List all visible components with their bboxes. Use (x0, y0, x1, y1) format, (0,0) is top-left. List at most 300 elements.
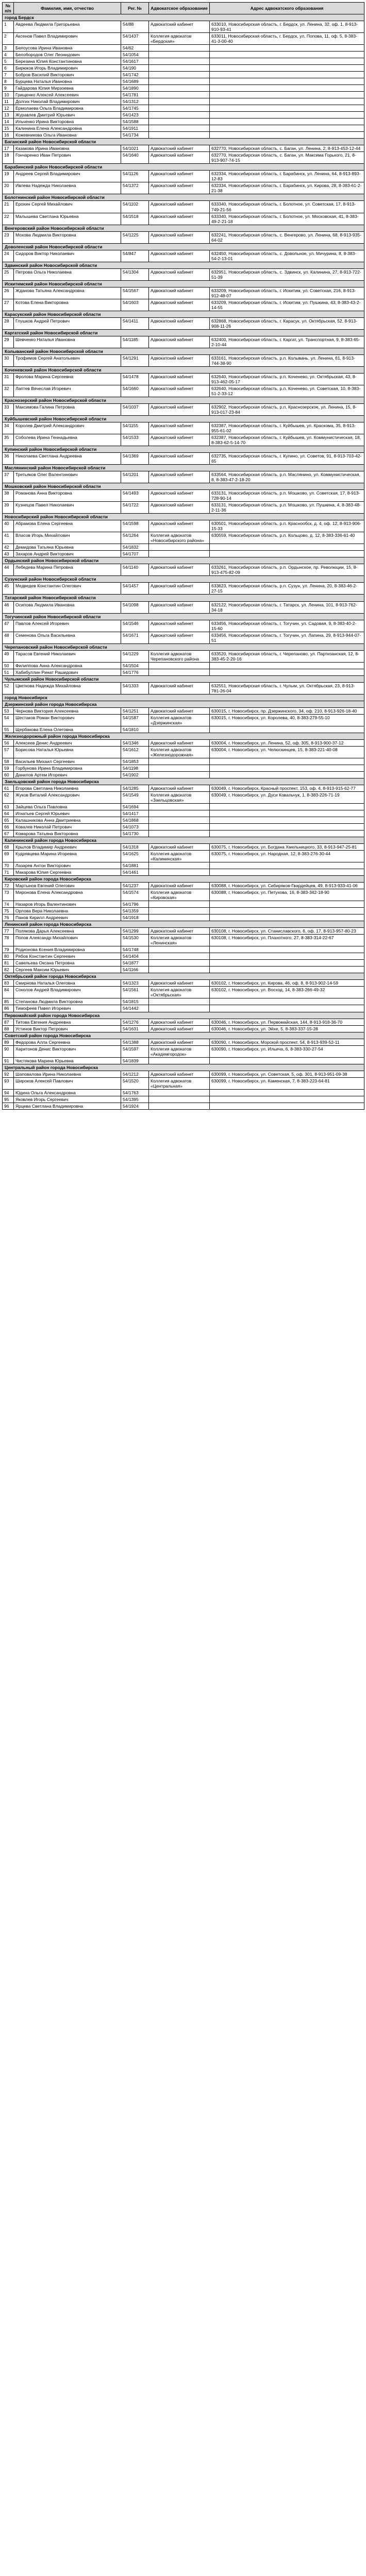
row-name: Борисова Наталья Юрьевна (14, 746, 121, 758)
row-reg: 54/1504 (121, 662, 149, 669)
row-name: Лебедева Марина Петровна (14, 564, 121, 576)
row-address: 632450, Новосибирская область, с. Довольное, ул. Мичурина, 8, 8-383-54-2-13-01 (210, 250, 364, 262)
row-address (210, 85, 364, 92)
section-title: Болотнинский район Новосибирской области (3, 194, 364, 201)
table-row (3, 490, 364, 502)
row-number: 52 (3, 682, 14, 694)
table-row (3, 453, 364, 465)
section-row (3, 416, 364, 422)
row-number: 40 (3, 520, 14, 532)
section-row (3, 225, 364, 231)
row-name: Чистякова Марина Юрьевна (14, 1057, 121, 1064)
row-org (149, 1089, 210, 1096)
row-org (149, 810, 210, 817)
row-name: Власов Игорь Михайлович (14, 532, 121, 544)
row-name: Бобров Василий Викторович (14, 72, 121, 78)
row-name: Авдеева Людмила Григорьевна (14, 21, 121, 33)
table-row (3, 98, 364, 105)
table-row (3, 404, 364, 416)
row-name: Лазарев Антон Викторович (14, 862, 121, 869)
row-name: Ильченко Ирина Викторовна (14, 118, 121, 125)
table-row (3, 714, 364, 726)
row-reg: 54/1689 (121, 78, 149, 85)
row-address: 630501, Новосибирская область, р.п. Краснообск, д. 4, оф. 12, 8-913-906-15-33 (210, 520, 364, 532)
row-name: Ярцева Светлана Владимировна (14, 1103, 121, 1109)
row-reg: 54/1201 (121, 471, 149, 483)
row-address: 630099, г. Новосибирск, ул. Каменская, 7, 8-383-223-64-81 (210, 1077, 364, 1089)
row-org: Коллегия адвокатов Черепановского района (149, 650, 210, 662)
row-org (149, 125, 210, 132)
row-address: 630049, г. Новосибирск, ул. Дуси Ковальчук, 1, 8-383-226-71-19 (210, 791, 364, 803)
row-number: 37 (3, 471, 14, 483)
row-reg: 54/1612 (121, 746, 149, 758)
table-body (3, 14, 364, 1110)
row-org: Адвокатский кабинет (149, 145, 210, 152)
table-row (3, 831, 364, 837)
row-address (210, 726, 364, 733)
table-row (3, 771, 364, 778)
row-name: Полякова Дарья Алексеевна (14, 928, 121, 935)
table-row (3, 58, 364, 65)
section-row (3, 643, 364, 650)
row-address: 632868, Новосибирская область, г. Карасук, ул. Октябрьская, 52, 8-913-908-11-26 (210, 317, 364, 329)
row-reg: 54/1457 (121, 583, 149, 595)
table-row (3, 1019, 364, 1025)
row-org: Адвокатский кабинет (149, 1071, 210, 1077)
row-name: Шестаков Роман Викторович (14, 714, 121, 726)
section-title: Ленинский район города Новосибирска (3, 921, 364, 928)
table-row (3, 883, 364, 889)
row-name: Назаров Игорь Валентинович (14, 901, 121, 908)
row-org (149, 669, 210, 675)
row-reg: 54/1763 (121, 1089, 149, 1096)
section-row (3, 14, 364, 21)
row-address: 630108, г. Новосибирск, ул. Плахотного, 27, 8-383-314-22-67 (210, 935, 364, 946)
row-org (149, 960, 210, 967)
row-address: 632241, Новосибирская область, с. Венгерово, ул. Ленина, 68, 8-913-935-64-02 (210, 231, 364, 243)
row-reg: 54/1198 (121, 765, 149, 771)
row-org (149, 1096, 210, 1103)
row-org: Адвокатский кабинет (149, 268, 210, 280)
table-row (3, 844, 364, 851)
advocates-table (2, 2, 364, 1110)
section-row (3, 483, 364, 490)
section-row (3, 262, 364, 268)
row-number: 92 (3, 1071, 14, 1077)
section-title: Тогучинский район Новосибирской области (3, 613, 364, 620)
row-reg: 54/1587 (121, 714, 149, 726)
row-number: 23 (3, 231, 14, 243)
section-title: Ордынский район Новосибирской области (3, 557, 364, 564)
row-address: 630046, г. Новосибирск, ул. Эйхе, 5, 8-383-337-15-28 (210, 1025, 364, 1032)
row-org: Адвокатский кабинет (149, 453, 210, 465)
row-number: 26 (3, 287, 14, 299)
table-row (3, 758, 364, 765)
row-number: 9 (3, 85, 14, 92)
row-reg: 54/1617 (121, 58, 149, 65)
row-org (149, 45, 210, 52)
row-number: 64 (3, 810, 14, 817)
table-row (3, 862, 364, 869)
row-name: Медведев Константин Олегович (14, 583, 121, 595)
row-name: Тимофеев Павел Игоревич (14, 1005, 121, 1012)
row-number: 48 (3, 632, 14, 643)
row-name: Глушков Андрей Петрович (14, 317, 121, 329)
row-reg: 54/1140 (121, 564, 149, 576)
table-row (3, 250, 364, 262)
row-reg: 54/1902 (121, 771, 149, 778)
row-org (149, 914, 210, 921)
table-row (3, 471, 364, 483)
row-name: Андреев Сергей Владимирович (14, 171, 121, 182)
section-title: Купинский район Новосибирской области (3, 446, 364, 453)
row-org (149, 544, 210, 551)
row-name: Смирнова Наталья Олеговна (14, 980, 121, 987)
row-address: 630015, г. Новосибирск, ул. Королева, 40, 8-383-279-55-10 (210, 714, 364, 726)
row-name: Третьяков Олег Валентинович (14, 471, 121, 483)
table-row (3, 317, 364, 329)
row-name: Грищенко Алексей Алексеевич (14, 92, 121, 98)
row-number: 82 (3, 967, 14, 973)
section-row (3, 701, 364, 707)
row-org (149, 946, 210, 953)
row-number: 22 (3, 213, 14, 225)
header-name: Фамилия, имя, отчество (14, 3, 121, 14)
row-address: 633456, Новосибирская область, г. Тогучин, ул. Лапина, 29, 8-913-944-07-51 (210, 632, 364, 643)
row-reg: 54/1417 (121, 810, 149, 817)
table-row (3, 422, 364, 434)
row-number: 95 (3, 1096, 14, 1103)
row-org: Коллегия адвокатов «Железнодорожная» (149, 746, 210, 758)
table-row (3, 987, 364, 998)
row-org: Адвокатский кабинет (149, 299, 210, 311)
row-name: Петрова Ольга Николаевна (14, 268, 121, 280)
section-title: Советский район города Новосибирска (3, 1032, 364, 1039)
row-name: Бурцева Наталья Ивановна (14, 78, 121, 85)
row-org (149, 85, 210, 92)
row-number: 96 (3, 1103, 14, 1109)
row-org (149, 765, 210, 771)
header-address: Адрес адвокатского образования (210, 3, 364, 14)
row-address (210, 804, 364, 810)
row-org (149, 58, 210, 65)
row-org: Адвокатский кабинет (149, 583, 210, 595)
row-reg: 54/1832 (121, 544, 149, 551)
row-reg: 54/1395 (121, 1096, 149, 1103)
row-number: 7 (3, 72, 14, 78)
row-name: Калинина Елена Александровна (14, 125, 121, 132)
table-row (3, 726, 364, 733)
row-org (149, 1057, 210, 1064)
section-title: Татарский район Новосибирской области (3, 595, 364, 601)
row-name: Крылов Владимир Андреевич (14, 844, 121, 851)
table-row (3, 21, 364, 33)
table-row (3, 112, 364, 118)
table-row (3, 765, 364, 771)
section-row (3, 1012, 364, 1019)
row-name: Трофимов Сергей Анатольевич (14, 354, 121, 366)
row-name: Гончаренко Иван Петрович (14, 152, 121, 164)
table-row (3, 52, 364, 58)
row-number: 55 (3, 726, 14, 733)
row-number: 94 (3, 1089, 14, 1096)
table-row (3, 889, 364, 901)
row-name: Комарова Татьяна Викторовна (14, 831, 121, 837)
section-row (3, 613, 364, 620)
row-number: 56 (3, 739, 14, 746)
section-title: Заельцовский район города Новосибирска (3, 778, 364, 785)
row-name: Соболева Ирина Геннадьевна (14, 434, 121, 446)
row-name: Березина Юлия Константиновна (14, 58, 121, 65)
row-address (210, 78, 364, 85)
section-row (3, 876, 364, 883)
row-number: 81 (3, 960, 14, 967)
section-row (3, 675, 364, 682)
row-org: Адвокатский кабинет (149, 620, 210, 632)
row-number: 90 (3, 1045, 14, 1057)
row-org (149, 98, 210, 105)
row-number: 59 (3, 765, 14, 771)
row-reg: 54/1442 (121, 1005, 149, 1012)
row-number: 32 (3, 385, 14, 397)
row-org: Адвокатский кабинет (149, 601, 210, 613)
section-title: Коченевский район Новосибирской области (3, 366, 364, 373)
row-address (210, 810, 364, 817)
table-row (3, 564, 364, 576)
row-number: 88 (3, 1025, 14, 1032)
row-org (149, 824, 210, 831)
table-row (3, 1103, 364, 1109)
row-name: Белобородов Олег Леонидович (14, 52, 121, 58)
section-title: Барабинский район Новосибирской области (3, 164, 364, 171)
row-org: Адвокатский кабинет (149, 385, 210, 397)
row-reg: 54/1304 (121, 268, 149, 280)
table-row (3, 914, 364, 921)
row-reg: 54/1369 (121, 453, 149, 465)
row-reg: 54/1437 (121, 33, 149, 45)
row-reg: 54/1346 (121, 739, 149, 746)
section-title: Дзержинский район города Новосибирска (3, 701, 364, 707)
row-name: Калашникова Анна Дмитриевна (14, 817, 121, 824)
row-org: Коллегия адвокатов «Калининская» (149, 851, 210, 862)
row-org: Адвокатский кабинет (149, 373, 210, 385)
row-number: 6 (3, 65, 14, 72)
section-title: Чулымский район Новосибирской области (3, 675, 364, 682)
row-address (210, 58, 364, 65)
row-name: Савельева Оксана Петровна (14, 960, 121, 967)
row-address: 630049, г. Новосибирск, Красный проспект, 153, оф. 4, 8-913-915-62-77 (210, 785, 364, 791)
row-number: 69 (3, 851, 14, 862)
row-org (149, 105, 210, 112)
row-org: Адвокатский кабинет (149, 354, 210, 366)
row-reg: 54/1694 (121, 804, 149, 810)
row-name: Ермолаева Ольга Владимировна (14, 105, 121, 112)
row-name: Широков Алексей Павлович (14, 1077, 121, 1089)
row-org (149, 758, 210, 765)
row-reg: 54/1229 (121, 650, 149, 662)
row-number: 17 (3, 145, 14, 152)
row-org: Адвокатский кабинет (149, 171, 210, 182)
table-row (3, 1077, 364, 1089)
table-row (3, 268, 364, 280)
row-reg: 54/1588 (121, 118, 149, 125)
row-name: Бирюков Игорь Владимирович (14, 65, 121, 72)
table-row (3, 824, 364, 831)
row-name: Романова Анна Викторовна (14, 490, 121, 502)
row-reg: 54/1574 (121, 889, 149, 901)
row-reg: 54/1237 (121, 883, 149, 889)
row-address (210, 817, 364, 824)
row-address: 630099, г. Новосибирск, ул. Советская, 5, оф. 301, 8-913-951-09-38 (210, 1071, 364, 1077)
row-number: 14 (3, 118, 14, 125)
row-org (149, 862, 210, 869)
row-name: Осипова Людмила Ивановна (14, 601, 121, 613)
row-org: Адвокатский кабинет (149, 231, 210, 243)
section-row (3, 311, 364, 317)
row-org: Адвокатский кабинет (149, 564, 210, 576)
row-reg: 54/1318 (121, 844, 149, 851)
section-row (3, 446, 364, 453)
row-org (149, 551, 210, 557)
row-address: 632951, Новосибирская область, с. Здвинск, ул. Калинина, 27, 8-913-722-51-39 (210, 268, 364, 280)
row-number: 72 (3, 883, 14, 889)
row-org (149, 817, 210, 824)
row-org: Адвокатский кабинет (149, 1019, 210, 1025)
table-row (3, 601, 364, 613)
section-title: Доволенский район Новосибирской области (3, 243, 364, 250)
row-address (210, 105, 364, 112)
row-name: Орлова Вера Николаевна (14, 908, 121, 914)
row-number: 41 (3, 532, 14, 544)
table-row (3, 1039, 364, 1045)
row-reg: 54/1461 (121, 869, 149, 876)
row-number: 10 (3, 92, 14, 98)
table-row (3, 385, 364, 397)
row-reg: 54/1734 (121, 132, 149, 139)
row-name: Кожевникова Ольга Ивановна (14, 132, 121, 139)
row-name: Васильев Михаил Сергеевич (14, 758, 121, 765)
row-reg: 54/1404 (121, 953, 149, 960)
row-org: Адвокатский кабинет (149, 422, 210, 434)
row-reg: 54/1388 (121, 1039, 149, 1045)
row-reg: 54/1839 (121, 1057, 149, 1064)
row-name: Панов Кирилл Андреевич (14, 914, 121, 921)
row-address (210, 765, 364, 771)
row-org: Адвокатский кабинет (149, 250, 210, 262)
row-address: 630004, г. Новосибирск, ул. Ленина, 52, оф. 305, 8-913-900-37-12 (210, 739, 364, 746)
row-name: Родионова Ксения Владимировна (14, 946, 121, 953)
row-number: 61 (3, 785, 14, 791)
row-org (149, 1103, 210, 1109)
table-row (3, 804, 364, 810)
row-name: Горбунова Ирина Владимировна (14, 765, 121, 771)
row-name: Максимова Галина Петровна (14, 404, 121, 416)
row-number: 24 (3, 250, 14, 262)
row-reg: 54/1073 (121, 824, 149, 831)
row-number: 71 (3, 869, 14, 876)
header-reg: Рег. № (121, 3, 149, 14)
row-reg: 54/1815 (121, 998, 149, 1005)
row-number: 4 (3, 52, 14, 58)
table-row (3, 85, 364, 92)
row-name: Данилов Артем Игоревич (14, 771, 121, 778)
row-number: 21 (3, 201, 14, 213)
table-row (3, 1096, 364, 1103)
section-row (3, 139, 364, 145)
row-number: 38 (3, 490, 14, 502)
row-address: 630102, г. Новосибирск, ул. Кирова, 46, оф. 8, 8-913-902-14-59 (210, 980, 364, 987)
row-reg: 54/1518 (121, 213, 149, 225)
row-reg: 54/1660 (121, 385, 149, 397)
table-row (3, 33, 364, 45)
row-name: Миронова Елена Александровна (14, 889, 121, 901)
row-org (149, 869, 210, 876)
row-reg: 54/1918 (121, 914, 149, 921)
row-number: 25 (3, 268, 14, 280)
row-org: Коллегия адвокатов «Бердская» (149, 33, 210, 45)
row-reg: 54/1924 (121, 1103, 149, 1109)
row-name: Сергеев Максим Юрьевич (14, 967, 121, 973)
row-name: Долгих Николай Владимирович (14, 98, 121, 105)
row-reg: 54/1597 (121, 1045, 149, 1057)
row-org (149, 967, 210, 973)
row-org: Адвокатский кабинет (149, 201, 210, 213)
row-name: Николаева Светлана Андреевна (14, 453, 121, 465)
row-number: 3 (3, 45, 14, 52)
row-org (149, 901, 210, 908)
row-reg: 54/847 (121, 250, 149, 262)
row-number: 13 (3, 112, 14, 118)
section-title: Карасукский район Новосибирской области (3, 311, 364, 317)
row-number: 31 (3, 373, 14, 385)
row-name: Попов Александр Михайлович (14, 935, 121, 946)
section-row (3, 576, 364, 583)
table-row (3, 105, 364, 112)
row-reg: 54/190 (121, 65, 149, 72)
table-row (3, 1057, 364, 1064)
table-row (3, 583, 364, 595)
section-row (3, 1032, 364, 1039)
table-row (3, 908, 364, 914)
row-reg: 54/1212 (121, 1071, 149, 1077)
table-row (3, 145, 364, 152)
row-address (210, 92, 364, 98)
table-row (3, 620, 364, 632)
row-name: Шевченко Наталья Ивановна (14, 336, 121, 348)
row-reg: 54/1722 (121, 502, 149, 514)
row-address: 633209, Новосибирская область, г. Искитим, ул. Советская, 216, 8-913-912-48-07 (210, 287, 364, 299)
row-reg: 54/1276 (121, 1019, 149, 1025)
row-address: 632902, Новосибирская область, р.п. Краснозерское, ул. Ленина, 15, 8-913-017-23-84 (210, 404, 364, 416)
section-title: Колыванский район Новосибирской области (3, 348, 364, 354)
row-reg: 54/1776 (121, 669, 149, 675)
row-address: 630075, г. Новосибирск, ул. Богдана Хмельницкого, 33, 8-913-947-25-81 (210, 844, 364, 851)
row-address: 632640, Новосибирская область, р.п. Коченево, ул. Советская, 10, 8-383-51-2-33-12 (210, 385, 364, 397)
row-org: Адвокатский кабинет (149, 336, 210, 348)
row-name: Журавлев Дмитрий Юрьевич (14, 112, 121, 118)
row-address (210, 669, 364, 675)
row-address (210, 869, 364, 876)
row-address: 630102, г. Новосибирск, ул. Восход, 14, 8-383-266-49-32 (210, 987, 364, 998)
table-row (3, 960, 364, 967)
row-address (210, 52, 364, 58)
row-address: 630015, г. Новосибирск, пр. Дзержинского, 34, оф. 210, 8-913-926-18-40 (210, 707, 364, 714)
row-number: 87 (3, 1019, 14, 1025)
table-row (3, 791, 364, 803)
row-org: Коллегия адвокатов «Новосибирского района» (149, 532, 210, 544)
row-name: Захаров Андрей Викторович (14, 551, 121, 557)
row-org: Адвокатский кабинет (149, 928, 210, 935)
